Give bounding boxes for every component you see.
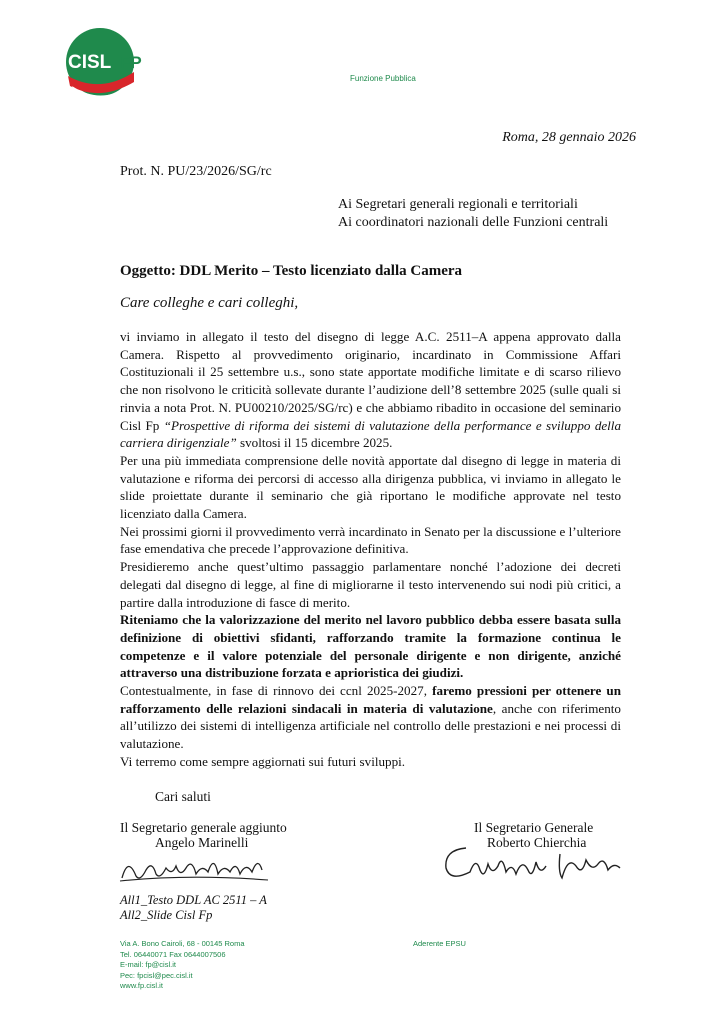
paragraph-text: , anche con riferimento all’utilizzo dei sistemi di intelligenza artificiale nel controllo delle prestazioni e nei processi di valutazione. (120, 700, 621, 752)
paragraph: Nei prossimi giorni il provvedimento verrà incardinato in Senato per la discussione e l’ulteriore fase emendativa che precede l’approvazione definitiva. (120, 523, 621, 557)
paragraph-text: Contestualmente, in fase di rinnovo dei ccnl 2025-2027, (120, 683, 433, 699)
letter-date: Roma, 28 gennaio 2026 (502, 130, 636, 145)
right-signatory-title: Il Segretario Generale (474, 820, 594, 835)
footer-website[interactable]: www.fp.cisl.it (120, 981, 163, 990)
paragraph (120, 328, 621, 452)
paragraph (120, 611, 621, 682)
footer-address: Via A. Bono Cairoli, 68 - 00145 Roma (120, 939, 245, 948)
attachments-list (120, 893, 267, 923)
recipient-line: Ai Segretari generali regionali e territoriali (338, 197, 578, 212)
left-signature-icon (118, 850, 278, 886)
bold-statement: Riteniamo che la valorizzazione del merito nel lavoro pubblico debba essere basata sulla definizione di obiettivi sfidanti, rafforzando tramite la formazione continua le competenze e il valore potenziale del personale dirigente e non dirigente, anziché attraverso una distribuzione forzata e aprioristica dei giudizi. (120, 612, 621, 681)
paragraph-text: svoltosi il 15 dicembre 2025. (236, 435, 393, 451)
attachment-item: All1_Testo DDL AC 2511 – A (120, 893, 267, 907)
attachment-item: All2_Slide Cisl Fp (120, 908, 213, 922)
right-signature-icon (436, 836, 626, 886)
footer-contacts (120, 939, 245, 992)
letter-body (120, 328, 621, 771)
paragraph-text: vi inviamo in allegato il testo del disegno di legge A.C. 2511–A appena approvato dalla Camera. Rispetto al provvedimento originario, incardinato in Commissione Affari Costituzionali il 25 settembre u.s., sono state apportate modifiche limitate e di scarso rilievo che non risolvono le criticità sollevate durante l’audizione dell’8 settembre 2025 (sulle quali si rinvia a nota Prot. N. PU00210/2025/SG/rc) e che abbiamo ribadito in occasione del seminario Cisl Fp (120, 329, 621, 433)
logo-text-fp: FP (120, 53, 142, 72)
letter-greeting: Care colleghe e cari colleghi, (120, 295, 299, 311)
footer-phone: Tel. 06440071 Fax 0644007506 (120, 949, 226, 959)
recipient-line: Ai coordinatori nazionali delle Funzioni centrali (338, 215, 609, 230)
footer-affiliation: Aderente EPSU (413, 939, 466, 948)
footer-pec[interactable]: Pec: fpcisl@pec.cisl.it (120, 970, 193, 980)
right-signatory-name: Roberto Chierchia (487, 835, 587, 850)
paragraph: Vi terremo come sempre aggiornati sui futuri sviluppi. (120, 753, 406, 769)
footer-email[interactable]: E-mail: fp@cisl.it (120, 960, 176, 969)
left-signatory-title: Il Segretario generale aggiunto (120, 820, 287, 835)
paragraph: Presidieremo anche quest’ultimo passaggio parlamentare nonché l’adozione dei decreti delegati dal disegno di legge, al fine di migliorarne il testo intervenendo sui nodi più critici, a partire dalla introduzione di fasce di merito. (120, 559, 621, 610)
protocol-number: Prot. N. PU/23/2026/SG/rc (120, 164, 272, 179)
logo-text-cisl: CISL (68, 52, 112, 73)
bold-statement: faremo pressioni per ottenere un rafforzamento delle relazioni sindacali in materia di valutazione (120, 683, 621, 716)
left-signatory-name: Angelo Marinelli (155, 835, 249, 850)
department-label: Funzione Pubblica (350, 74, 416, 83)
seminar-title: “Prospettive di riforma dei sistemi di valutazione della performance e sviluppo della carriera dirigenziale” (120, 417, 621, 451)
paragraph: Per una più immediata comprensione delle novità apportate dal disegno di legge in materia di valutazione e riforma dei percorsi di accesso alla dirigenza pubblica, vi inviamo in allegato le slide proiettate durante il seminario che già riportano le modifiche approvate nel testo licenziato dalla Camera. (120, 452, 621, 522)
paragraph (120, 682, 621, 753)
letter-subject: Oggetto: DDL Merito – Testo licenziato dalla Camera (120, 263, 463, 279)
closing-salutation: Cari saluti (155, 789, 211, 804)
cisl-fp-logo (62, 24, 182, 110)
